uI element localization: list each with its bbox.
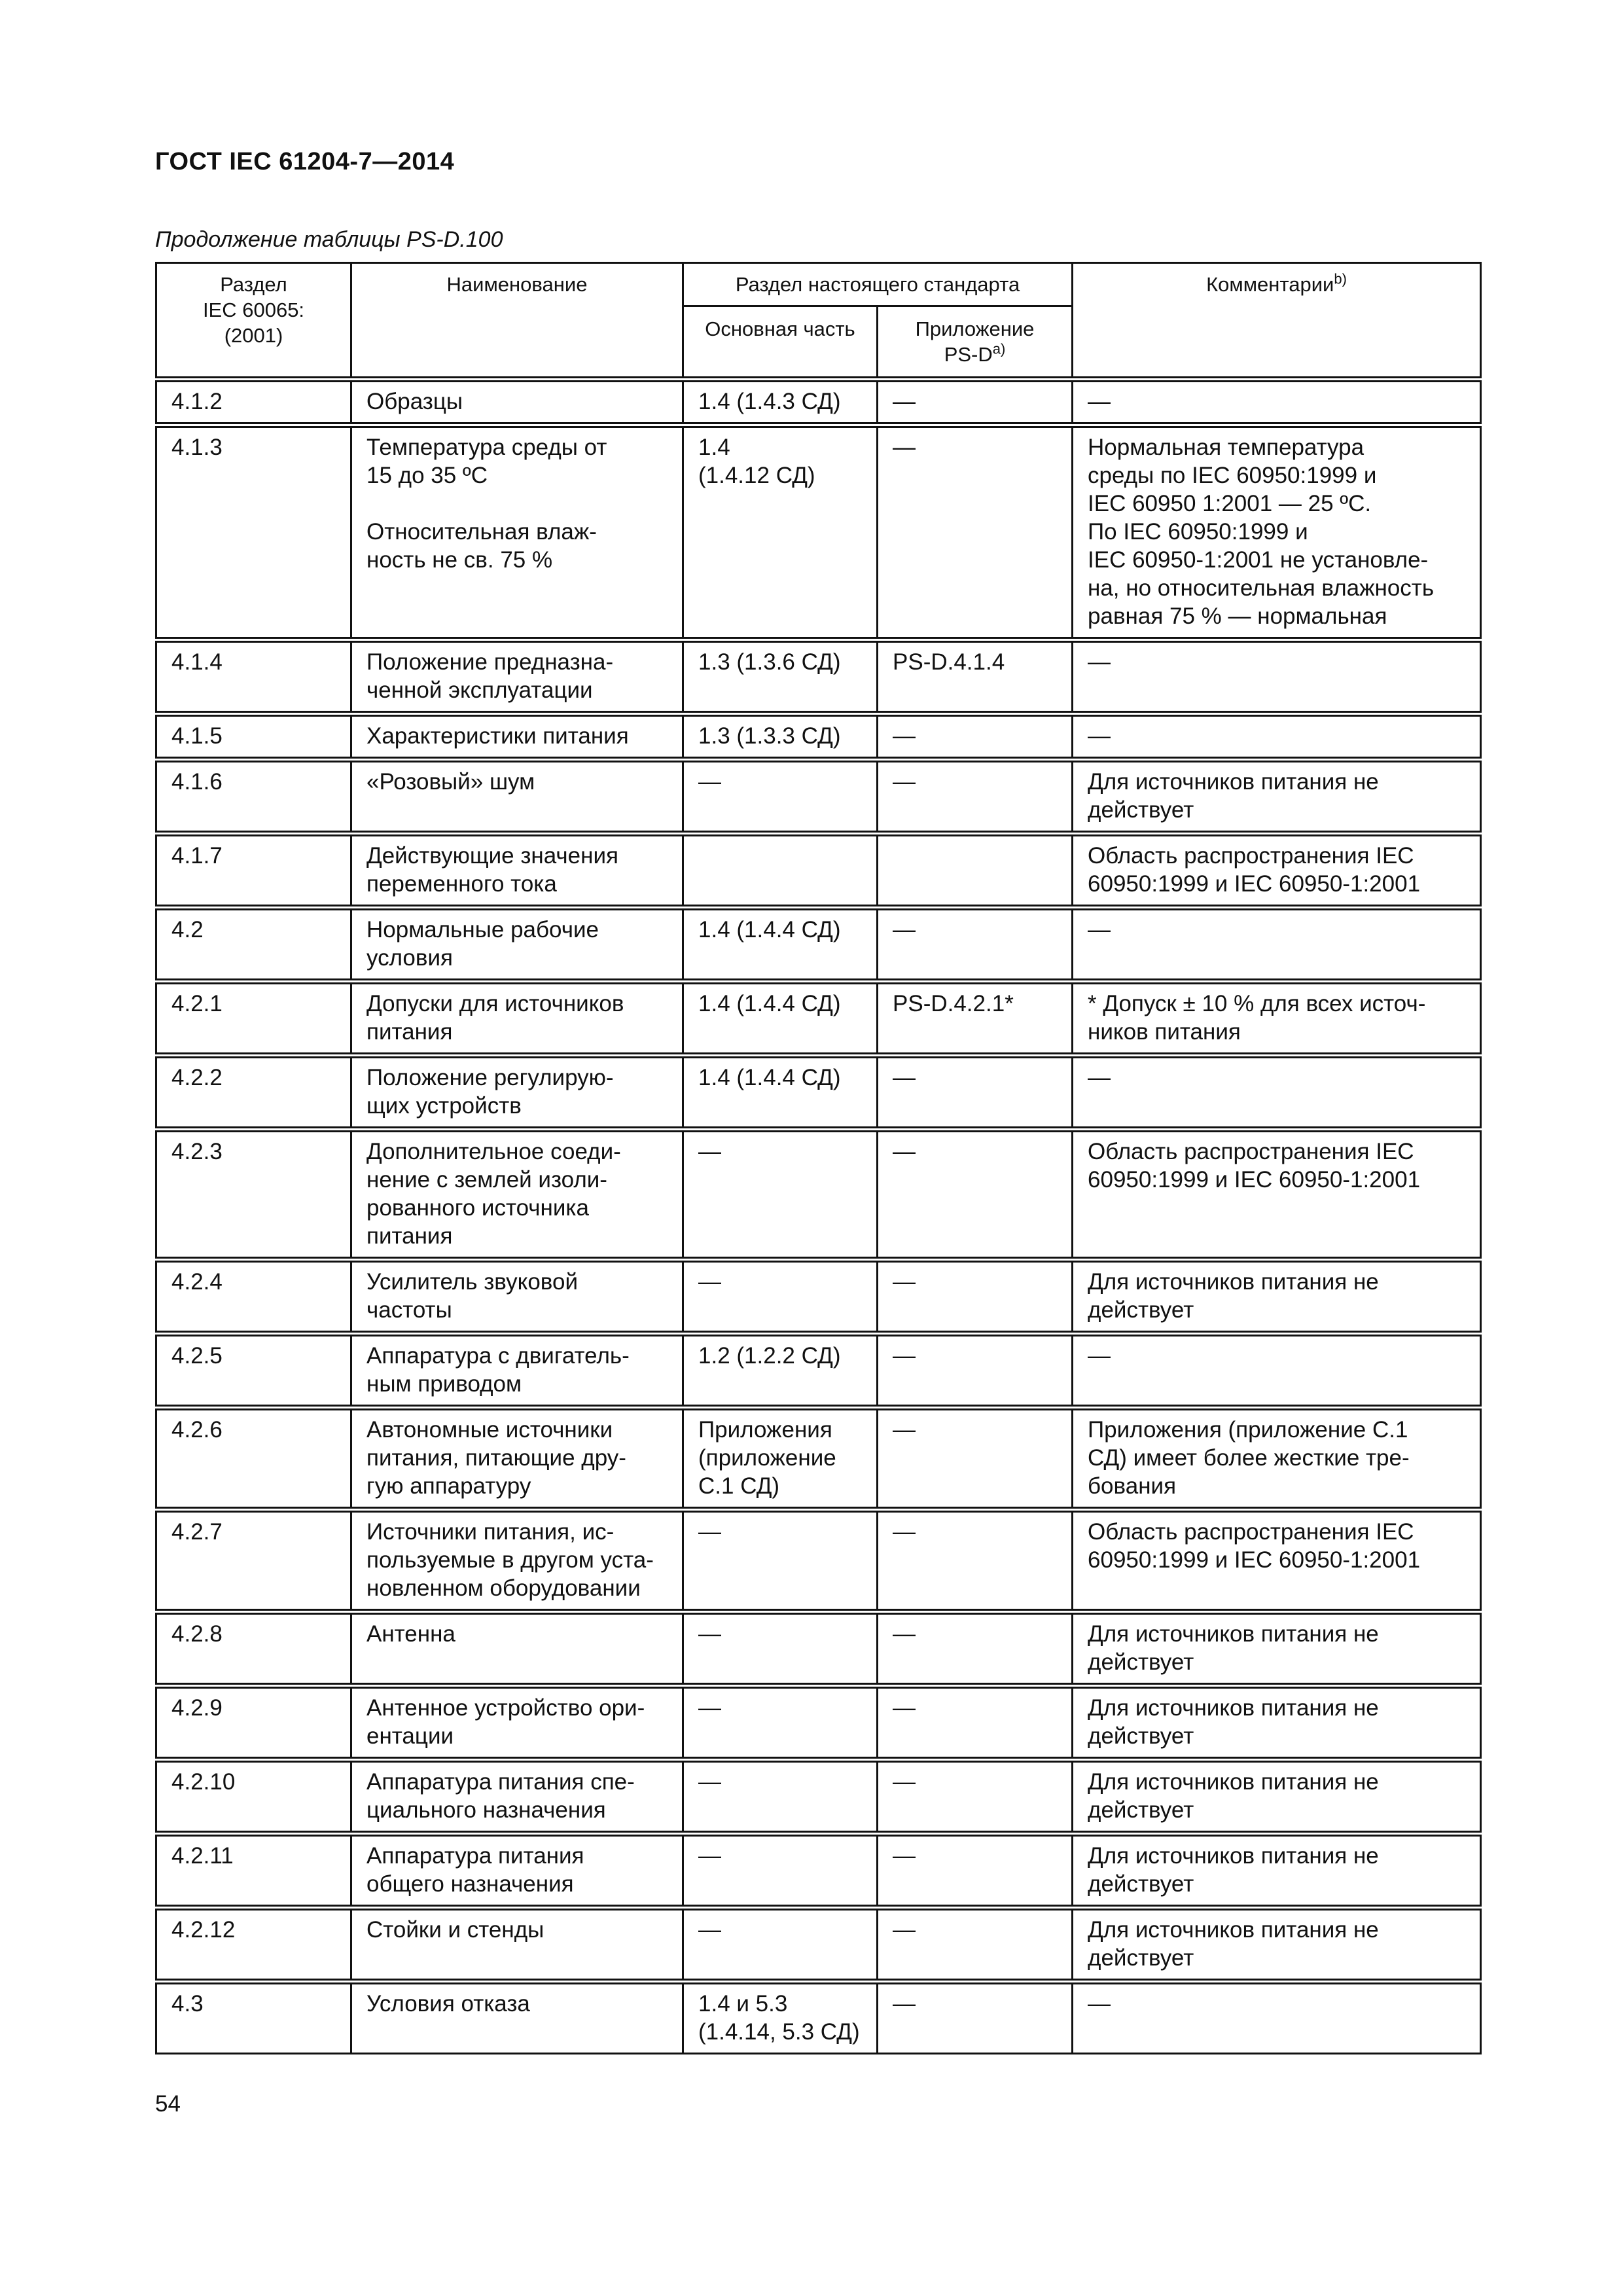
cell-annex: PS-D.4.1.4 [878, 640, 1073, 714]
cell-section: 4.2.7 [156, 1510, 351, 1612]
cell-section: 4.2.4 [156, 1260, 351, 1334]
table-header [156, 263, 1481, 380]
cell-annex: — [878, 1834, 1073, 1908]
table-body [156, 380, 1481, 2054]
cell-annex: — [878, 908, 1073, 982]
header-section-text: Раздел IEC 60065: (2001) [202, 273, 305, 347]
cell-comment: Приложения (приложение С.1 СД) имеет более жесткие тре- бования [1073, 1408, 1481, 1510]
cell-name: Стойки и стенды [351, 1908, 683, 1982]
cell-annex: — [878, 1612, 1073, 1686]
table-row [156, 1056, 1481, 1130]
cell-comment: Для источников питания не действует [1073, 1686, 1481, 1760]
header-row-top [156, 263, 1481, 306]
cell-main-part: 1.4 (1.4.3 СД) [683, 380, 878, 425]
cell-comment: — [1073, 1056, 1481, 1130]
cell-name: Положение регулирую- щих устройств [351, 1056, 683, 1130]
table-row [156, 760, 1481, 834]
cell-comment: Для источников питания не действует [1073, 1612, 1481, 1686]
cell-section: 4.3 [156, 1982, 351, 2054]
cell-annex: — [878, 1408, 1073, 1510]
cell-comment: — [1073, 1334, 1481, 1408]
cell-main-part: Приложения (приложение С.1 СД) [683, 1408, 878, 1510]
table-row [156, 834, 1481, 908]
cell-comment: Для источников питания не действует [1073, 760, 1481, 834]
cell-section: 4.1.2 [156, 380, 351, 425]
table-row [156, 1510, 1481, 1612]
cell-section: 4.1.7 [156, 834, 351, 908]
cell-section: 4.2.2 [156, 1056, 351, 1130]
cell-annex [878, 834, 1073, 908]
cell-main-part: 1.4 (1.4.12 СД) [683, 425, 878, 640]
cell-annex: — [878, 1260, 1073, 1334]
cell-annex: — [878, 1908, 1073, 1982]
cell-comment: Нормальная температура среды по IEC 60950:1999 и IEC 60950 1:2001 — 25 ºС. По IEC 60950:1999 и IEC 60950-1:2001 не установле- на, но относительная влажность равная 75 % — нормальная [1073, 425, 1481, 640]
header-comments-text: Комментарии [1206, 273, 1334, 296]
cell-section: 4.1.3 [156, 425, 351, 640]
cell-comment: Для источников питания не действует [1073, 1908, 1481, 1982]
cell-section: 4.2 [156, 908, 351, 982]
cell-comment: * Допуск ± 10 % для всех источ- ников питания [1073, 982, 1481, 1056]
table-row [156, 1334, 1481, 1408]
cell-annex: — [878, 1760, 1073, 1834]
cell-section: 4.1.4 [156, 640, 351, 714]
cell-main-part: 1.4 (1.4.4 СД) [683, 1056, 878, 1130]
cell-name: Нормальные рабочие условия [351, 908, 683, 982]
table-row [156, 908, 1481, 982]
header-standard-section: Раздел настоящего стандарта [683, 263, 1073, 306]
table-row [156, 1260, 1481, 1334]
table-row [156, 425, 1481, 640]
cell-main-part: — [683, 1510, 878, 1612]
cell-name: Антенное устройство ори- ентации [351, 1686, 683, 1760]
cell-main-part: — [683, 1686, 878, 1760]
cell-comment: Для источников питания не действует [1073, 1834, 1481, 1908]
cell-name: Дополнительное соеди- нение с землей изоли- рованного источника питания [351, 1130, 683, 1260]
table-row [156, 1908, 1481, 1982]
cell-comment: — [1073, 714, 1481, 760]
cell-annex: — [878, 425, 1073, 640]
cell-name: Автономные источники питания, питающие дру- гую аппаратуру [351, 1408, 683, 1510]
cell-comment: — [1073, 1982, 1481, 2054]
cell-annex: — [878, 380, 1073, 425]
cell-name: Аппаратура питания спе- циального назначения [351, 1760, 683, 1834]
cell-name: Действующие значения переменного тока [351, 834, 683, 908]
cell-section: 4.1.6 [156, 760, 351, 834]
cell-main-part: — [683, 1908, 878, 1982]
cell-name: Усилитель звуковой частоты [351, 1260, 683, 1334]
cell-section: 4.2.5 [156, 1334, 351, 1408]
cell-name: Образцы [351, 380, 683, 425]
cell-main-part: 1.3 (1.3.3 СД) [683, 714, 878, 760]
cell-main-part [683, 834, 878, 908]
cell-annex: — [878, 1334, 1073, 1408]
cell-section: 4.2.12 [156, 1908, 351, 1982]
cell-name: Температура среды от 15 до 35 ºС Относительная влаж- ность не св. 75 % [351, 425, 683, 640]
table-row [156, 1760, 1481, 1834]
cell-comment: — [1073, 640, 1481, 714]
table-row [156, 1408, 1481, 1510]
cell-name: Аппаратура с двигатель- ным приводом [351, 1334, 683, 1408]
cell-main-part: — [683, 1612, 878, 1686]
cell-name: Источники питания, ис- пользуемые в другом уста- новленном оборудовании [351, 1510, 683, 1612]
table-caption: Продолжение таблицы PS-D.100 [155, 227, 503, 252]
cell-comment: — [1073, 908, 1481, 982]
cell-section: 4.2.6 [156, 1408, 351, 1510]
header-comments [1073, 263, 1481, 380]
document-title: ГОСТ IEC 61204-7—2014 [155, 148, 455, 175]
cell-name: «Розовый» шум [351, 760, 683, 834]
table-row [156, 1686, 1481, 1760]
cell-name: Допуски для источников питания [351, 982, 683, 1056]
cell-section: 4.2.11 [156, 1834, 351, 1908]
cell-name: Условия отказа [351, 1982, 683, 2054]
cell-main-part: 1.4 (1.4.4 СД) [683, 982, 878, 1056]
page-number: 54 [155, 2091, 181, 2117]
cell-main-part: — [683, 1260, 878, 1334]
cell-comment: Область распространения IEC 60950:1999 и IEC 60950-1:2001 [1073, 834, 1481, 908]
header-main-part: Основная часть [683, 306, 878, 380]
cell-annex: — [878, 1510, 1073, 1612]
table-row [156, 1612, 1481, 1686]
cell-annex: — [878, 714, 1073, 760]
header-name: Наименование [351, 263, 683, 380]
cell-main-part: — [683, 1834, 878, 1908]
table-row [156, 1130, 1481, 1260]
cell-annex: PS-D.4.2.1* [878, 982, 1073, 1056]
cell-comment: Область распространения IEC 60950:1999 и IEC 60950-1:2001 [1073, 1510, 1481, 1612]
cell-name: Антенна [351, 1612, 683, 1686]
cell-main-part: 1.3 (1.3.6 СД) [683, 640, 878, 714]
cell-main-part: 1.2 (1.2.2 СД) [683, 1334, 878, 1408]
cell-annex: — [878, 1686, 1073, 1760]
header-comments-footnote: b) [1334, 270, 1347, 287]
cell-comment: — [1073, 380, 1481, 425]
cell-annex: — [878, 1130, 1073, 1260]
cell-name: Характеристики питания [351, 714, 683, 760]
header-section [156, 263, 351, 380]
header-annex [878, 306, 1073, 380]
cell-main-part: 1.4 и 5.3 (1.4.14, 5.3 СД) [683, 1982, 878, 2054]
table-row [156, 640, 1481, 714]
table-row [156, 380, 1481, 425]
table-row [156, 1982, 1481, 2054]
cell-section: 4.1.5 [156, 714, 351, 760]
cell-annex: — [878, 1982, 1073, 2054]
cell-name: Положение предназна- ченной эксплуатации [351, 640, 683, 714]
table-row [156, 982, 1481, 1056]
cell-main-part: 1.4 (1.4.4 СД) [683, 908, 878, 982]
cell-section: 4.2.1 [156, 982, 351, 1056]
cell-comment: Область распространения IEC 60950:1999 и IEC 60950-1:2001 [1073, 1130, 1481, 1260]
cell-section: 4.2.10 [156, 1760, 351, 1834]
cell-comment: Для источников питания не действует [1073, 1760, 1481, 1834]
cell-section: 4.2.3 [156, 1130, 351, 1260]
cell-annex: — [878, 760, 1073, 834]
cell-comment: Для источников питания не действует [1073, 1260, 1481, 1334]
table-row [156, 714, 1481, 760]
cell-main-part: — [683, 1760, 878, 1834]
cell-main-part: — [683, 760, 878, 834]
table-row [156, 1834, 1481, 1908]
cell-main-part: — [683, 1130, 878, 1260]
header-annex-text: Приложение PS-D [915, 317, 1035, 366]
cell-name: Аппаратура питания общего назначения [351, 1834, 683, 1908]
header-annex-footnote: a) [992, 340, 1006, 357]
standards-comparison-table [155, 262, 1482, 2054]
cell-annex: — [878, 1056, 1073, 1130]
cell-section: 4.2.9 [156, 1686, 351, 1760]
cell-section: 4.2.8 [156, 1612, 351, 1686]
